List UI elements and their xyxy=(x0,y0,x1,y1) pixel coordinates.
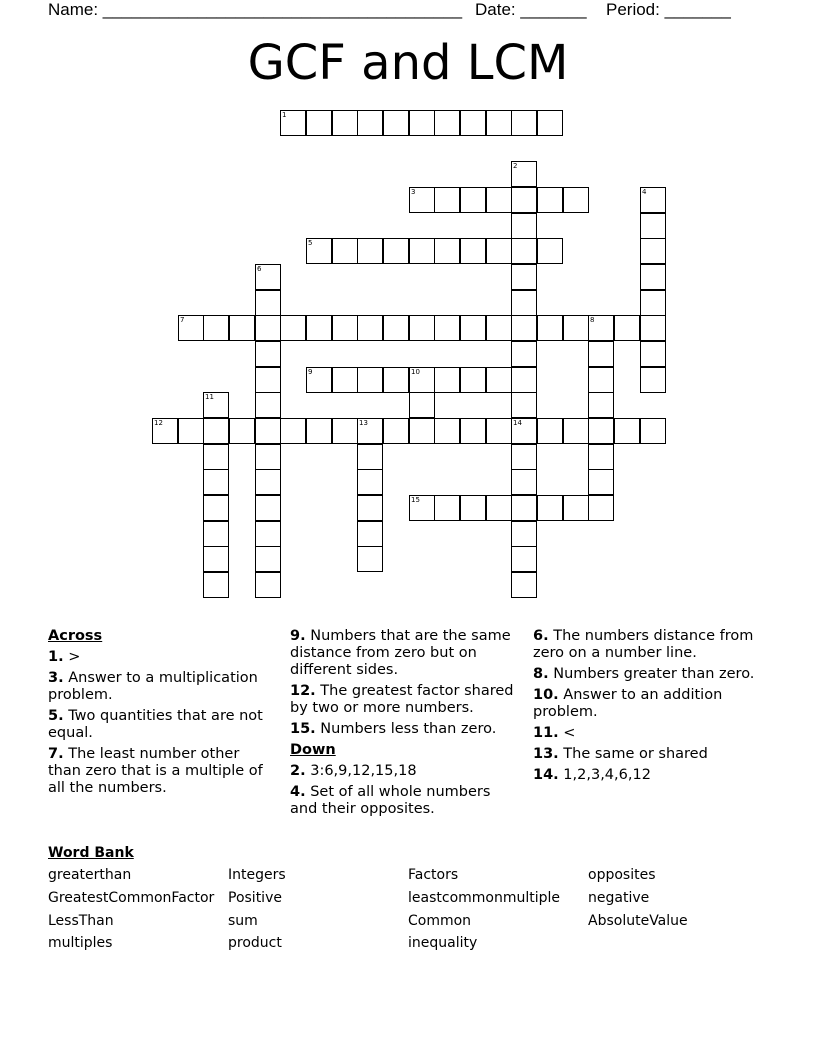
grid-cell[interactable] xyxy=(640,213,666,239)
grid-cell[interactable] xyxy=(511,290,537,316)
clue-number: 9 xyxy=(308,368,313,376)
grid-cell[interactable] xyxy=(203,495,229,521)
grid-cell[interactable] xyxy=(588,495,614,521)
grid-cell[interactable] xyxy=(357,238,383,264)
grid-cell[interactable] xyxy=(409,238,435,264)
grid-cell[interactable] xyxy=(640,418,666,444)
grid-cell[interactable] xyxy=(511,444,537,470)
grid-cell[interactable] xyxy=(409,110,435,136)
grid-cell[interactable] xyxy=(409,367,435,393)
grid-cell[interactable] xyxy=(332,238,358,264)
grid-cell[interactable] xyxy=(152,418,178,444)
grid-cell[interactable] xyxy=(640,367,666,393)
grid-cell[interactable] xyxy=(255,444,281,470)
word-bank-item: AbsoluteValue xyxy=(588,913,688,929)
word-bank-item: Factors xyxy=(408,867,459,883)
grid-cell[interactable] xyxy=(486,418,512,444)
grid-cell[interactable] xyxy=(511,418,537,444)
grid-cell[interactable] xyxy=(255,341,281,367)
grid-cell[interactable] xyxy=(255,546,281,572)
clue-number: 12 xyxy=(154,419,163,427)
grid-cell[interactable] xyxy=(486,238,512,264)
grid-cell[interactable] xyxy=(511,341,537,367)
grid-cell[interactable] xyxy=(203,469,229,495)
word-bank-item: negative xyxy=(588,890,650,906)
grid-cell[interactable] xyxy=(588,392,614,418)
grid-cell[interactable] xyxy=(486,315,512,341)
grid-cell[interactable] xyxy=(486,367,512,393)
grid-cell[interactable] xyxy=(563,495,589,521)
grid-cell[interactable] xyxy=(434,367,460,393)
grid-cell[interactable] xyxy=(332,110,358,136)
grid-cell[interactable] xyxy=(511,469,537,495)
grid-cell[interactable] xyxy=(383,367,409,393)
clue-number: 4 xyxy=(642,188,647,196)
grid-cell[interactable] xyxy=(511,213,537,239)
word-bank-item: product xyxy=(228,935,282,951)
word-bank-item: opposites xyxy=(588,867,656,883)
word-bank-item: inequality xyxy=(408,935,478,951)
grid-cell[interactable] xyxy=(255,290,281,316)
word-bank-item: sum xyxy=(228,913,258,929)
clue-down-13: 13. The same or shared xyxy=(533,746,708,762)
grid-cell[interactable] xyxy=(640,187,666,213)
grid-cell[interactable] xyxy=(255,495,281,521)
grid-cell[interactable] xyxy=(306,110,332,136)
clue-column-1 xyxy=(48,628,276,801)
grid-cell[interactable] xyxy=(588,444,614,470)
grid-cell[interactable] xyxy=(255,367,281,393)
grid-cell[interactable] xyxy=(332,367,358,393)
word-bank-item: Positive xyxy=(228,890,282,906)
clue-number: 15 xyxy=(411,496,420,504)
grid-cell[interactable] xyxy=(588,469,614,495)
grid-cell[interactable] xyxy=(306,367,332,393)
grid-cell[interactable] xyxy=(255,572,281,598)
word-bank-item: Integers xyxy=(228,867,286,883)
clue-column-2 xyxy=(290,628,518,822)
grid-cell[interactable] xyxy=(203,418,229,444)
word-bank-item: leastcommonmultiple xyxy=(408,890,561,906)
grid-cell[interactable] xyxy=(511,495,537,521)
clue-number: 11 xyxy=(205,393,214,401)
grid-cell[interactable] xyxy=(434,187,460,213)
grid-cell[interactable] xyxy=(255,469,281,495)
across-heading: Across xyxy=(48,628,103,644)
grid-cell[interactable] xyxy=(203,392,229,418)
clue-down-6: 6. The numbers distance from zero on a number line. xyxy=(533,628,754,661)
grid-cell[interactable] xyxy=(640,238,666,264)
grid-cell[interactable] xyxy=(357,521,383,547)
grid-cell[interactable] xyxy=(255,418,281,444)
clue-number: 7 xyxy=(180,316,185,324)
grid-cell[interactable] xyxy=(563,315,589,341)
clue-number: 3 xyxy=(411,188,416,196)
grid-cell[interactable] xyxy=(306,238,332,264)
clue-across-15: 15. Numbers less than zero. xyxy=(290,721,497,737)
grid-cell[interactable] xyxy=(563,187,589,213)
grid-cell[interactable] xyxy=(383,418,409,444)
clue-number: 13 xyxy=(359,419,368,427)
grid-cell[interactable] xyxy=(357,418,383,444)
grid-cell[interactable] xyxy=(229,315,255,341)
grid-cell[interactable] xyxy=(434,418,460,444)
period-field: Period: _______ xyxy=(606,0,731,19)
grid-cell[interactable] xyxy=(306,315,332,341)
grid-cell[interactable] xyxy=(537,418,563,444)
grid-cell[interactable] xyxy=(255,521,281,547)
word-bank-item: Common xyxy=(408,913,472,929)
grid-cell[interactable] xyxy=(460,315,486,341)
grid-cell[interactable] xyxy=(409,392,435,418)
grid-cell[interactable] xyxy=(434,495,460,521)
clue-across-1: 1. > xyxy=(48,649,81,665)
grid-cell[interactable] xyxy=(383,110,409,136)
grid-cell[interactable] xyxy=(434,238,460,264)
grid-cell[interactable] xyxy=(306,418,332,444)
clue-down-2: 2. 3:6,9,12,15,18 xyxy=(290,763,417,779)
grid-cell[interactable] xyxy=(640,315,666,341)
grid-cell[interactable] xyxy=(614,418,640,444)
grid-cell[interactable] xyxy=(409,187,435,213)
grid-cell[interactable] xyxy=(409,495,435,521)
grid-cell[interactable] xyxy=(357,469,383,495)
grid-cell[interactable] xyxy=(640,264,666,290)
grid-cell[interactable] xyxy=(511,264,537,290)
clue-across-12: 12. The greatest factor shared by two or more numbers. xyxy=(290,683,514,716)
grid-cell[interactable] xyxy=(255,392,281,418)
word-bank-item: multiples xyxy=(48,935,113,951)
grid-cell[interactable] xyxy=(434,315,460,341)
grid-cell[interactable] xyxy=(511,238,537,264)
grid-cell[interactable] xyxy=(537,238,563,264)
grid-cell[interactable] xyxy=(357,495,383,521)
clue-down-8: 8. Numbers greater than zero. xyxy=(533,666,755,682)
clue-down-11: 11. < xyxy=(533,725,576,741)
grid-cell[interactable] xyxy=(537,315,563,341)
grid-cell[interactable] xyxy=(460,418,486,444)
grid-cell[interactable] xyxy=(588,418,614,444)
page-title: GCF and LCM xyxy=(247,35,569,91)
grid-cell[interactable] xyxy=(588,341,614,367)
grid-cell[interactable] xyxy=(511,161,537,187)
grid-cell[interactable] xyxy=(357,315,383,341)
grid-cell[interactable] xyxy=(511,392,537,418)
grid-cell[interactable] xyxy=(486,495,512,521)
grid-cell[interactable] xyxy=(511,546,537,572)
grid-cell[interactable] xyxy=(203,444,229,470)
grid-cell[interactable] xyxy=(563,418,589,444)
grid-cell[interactable] xyxy=(203,546,229,572)
grid-cell[interactable] xyxy=(588,315,614,341)
grid-cell[interactable] xyxy=(203,572,229,598)
grid-cell[interactable] xyxy=(357,546,383,572)
date-field: Date: _______ xyxy=(475,0,587,19)
grid-cell[interactable] xyxy=(460,495,486,521)
grid-cell[interactable] xyxy=(614,315,640,341)
clue-number: 14 xyxy=(513,419,522,427)
clue-across-7: 7. The least number other than zero that is a multiple of all the numbers. xyxy=(48,746,263,796)
word-bank-item: GreatestCommonFactor xyxy=(48,890,215,906)
grid-cell[interactable] xyxy=(486,110,512,136)
clue-across-9: 9. Numbers that are the same distance from zero but on different sides. xyxy=(290,628,511,678)
grid-cell[interactable] xyxy=(537,495,563,521)
grid-cell[interactable] xyxy=(511,367,537,393)
grid-cell[interactable] xyxy=(203,521,229,547)
clue-down-14: 14. 1,2,3,4,6,12 xyxy=(533,767,651,783)
clue-across-5: 5. Two quantities that are not equal. xyxy=(48,708,263,741)
grid-cell[interactable] xyxy=(280,315,306,341)
grid-cell[interactable] xyxy=(460,238,486,264)
grid-cell[interactable] xyxy=(460,187,486,213)
grid-cell[interactable] xyxy=(537,187,563,213)
grid-cell[interactable] xyxy=(511,110,537,136)
word-bank-title: Word Bank xyxy=(48,845,134,861)
grid-cell[interactable] xyxy=(460,110,486,136)
grid-cell[interactable] xyxy=(460,367,486,393)
grid-cell[interactable] xyxy=(357,444,383,470)
grid-cell[interactable] xyxy=(280,110,306,136)
word-bank-item: greaterthan xyxy=(48,867,132,883)
clue-number: 10 xyxy=(411,368,420,376)
grid-cell[interactable] xyxy=(511,572,537,598)
clue-number: 6 xyxy=(257,265,262,273)
grid-cell[interactable] xyxy=(588,367,614,393)
clue-number: 1 xyxy=(282,111,287,119)
clue-down-4: 4. Set of all whole numbers and their opposites. xyxy=(290,784,491,817)
grid-cell[interactable] xyxy=(255,315,281,341)
grid-cell[interactable] xyxy=(178,315,204,341)
grid-cell[interactable] xyxy=(511,187,537,213)
grid-cell[interactable] xyxy=(280,418,306,444)
grid-cell[interactable] xyxy=(511,315,537,341)
word-bank-item: LessThan xyxy=(48,913,114,929)
grid-cell[interactable] xyxy=(640,341,666,367)
grid-cell[interactable] xyxy=(383,238,409,264)
clue-column-3 xyxy=(533,628,763,788)
grid-cell[interactable] xyxy=(357,110,383,136)
grid-cell[interactable] xyxy=(486,187,512,213)
grid-cell[interactable] xyxy=(357,367,383,393)
grid-cell[interactable] xyxy=(178,418,204,444)
grid-cell[interactable] xyxy=(511,521,537,547)
grid-cell[interactable] xyxy=(640,290,666,316)
grid-cell[interactable] xyxy=(383,315,409,341)
down-heading: Down xyxy=(290,742,336,758)
clue-number: 2 xyxy=(513,162,518,170)
grid-cell[interactable] xyxy=(409,315,435,341)
grid-cell[interactable] xyxy=(203,315,229,341)
grid-cell[interactable] xyxy=(434,110,460,136)
grid-cell[interactable] xyxy=(332,418,358,444)
clue-across-3: 3. Answer to a multiplication problem. xyxy=(48,670,258,703)
grid-cell[interactable] xyxy=(332,315,358,341)
clue-number: 8 xyxy=(590,316,595,324)
grid-cell[interactable] xyxy=(537,110,563,136)
clue-down-10: 10. Answer to an addition problem. xyxy=(533,687,723,720)
name-field: Name: ______________________________________ xyxy=(48,0,463,19)
grid-cell[interactable] xyxy=(255,264,281,290)
grid-cell[interactable] xyxy=(229,418,255,444)
clue-number: 5 xyxy=(308,239,313,247)
grid-cell[interactable] xyxy=(409,418,435,444)
